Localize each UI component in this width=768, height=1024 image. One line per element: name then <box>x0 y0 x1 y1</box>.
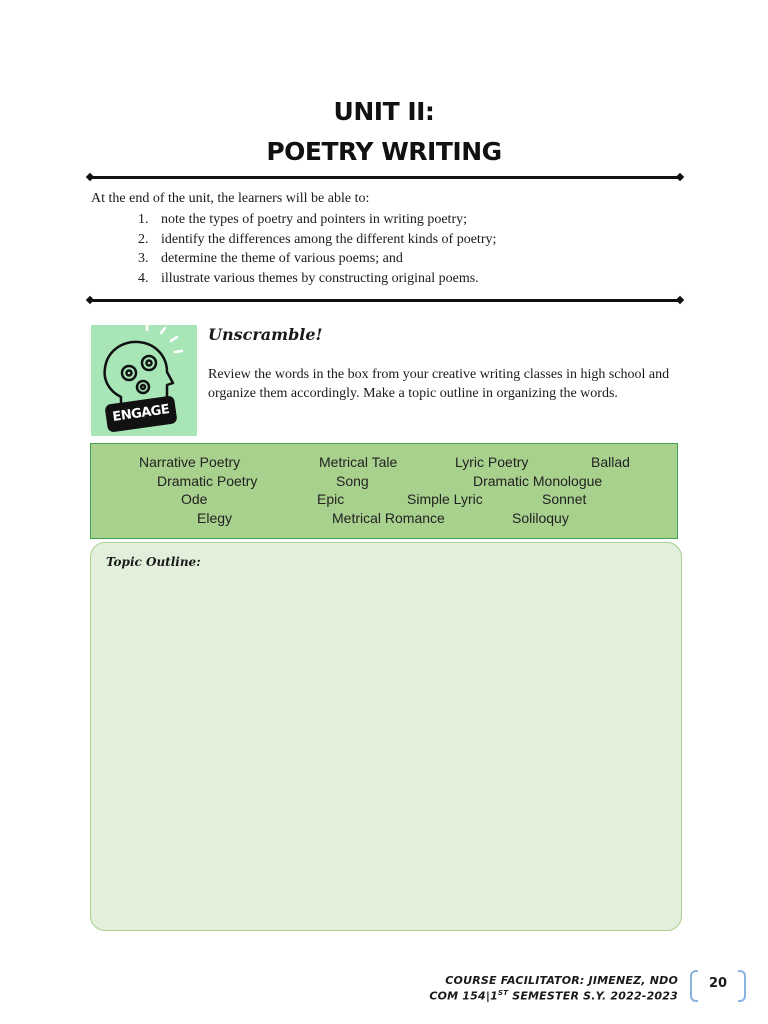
unit-number: UNIT II: <box>333 97 435 126</box>
engage-badge <box>91 325 197 436</box>
word-item: Narrative Poetry <box>139 454 241 470</box>
activity-title: Unscramble! <box>208 325 323 344</box>
objective-item: 2. identify the differences among the different kinds of poetry; <box>138 231 497 247</box>
footer-facilitator: COURSE FACILITATOR: JIMENEZ, NDO <box>445 974 678 987</box>
word-item: Ode <box>181 491 208 507</box>
engage-label: ENGAGE <box>104 395 177 432</box>
word-item: Dramatic Poetry <box>157 473 258 489</box>
unit-title: POETRY WRITING <box>266 137 502 166</box>
top-divider <box>90 176 680 179</box>
word-item: Ballad <box>591 454 630 470</box>
word-item: Dramatic Monologue <box>473 473 603 489</box>
word-item: Soliloquy <box>512 510 569 526</box>
page-bracket-right <box>738 970 746 1002</box>
objectives-intro: At the end of the unit, the learners will be able to: <box>91 191 370 206</box>
word-item: Simple Lyric <box>407 491 483 507</box>
word-item: Sonnet <box>542 491 587 507</box>
page-number: 20 <box>708 976 728 991</box>
objective-item: 1. note the types of poetry and pointers in writing poetry; <box>138 212 467 227</box>
word-item: Elegy <box>197 510 233 526</box>
bottom-divider <box>90 299 680 302</box>
objectives-list <box>138 210 496 288</box>
word-item: Metrical Romance <box>332 510 445 526</box>
objective-item: 3. determine the theme of various poems; and <box>138 251 403 266</box>
word-item: Song <box>336 473 369 489</box>
word-item: Metrical Tale <box>319 454 398 470</box>
footer-course: COM 154|1ST SEMESTER S.Y. 2022-2023 <box>429 989 678 1003</box>
topic-outline-box[interactable] <box>90 542 682 931</box>
objective-item: 4. illustrate various themes by constructing original poems. <box>138 270 479 286</box>
word-box <box>90 443 678 539</box>
topic-outline-label: Topic Outline: <box>106 555 201 569</box>
activity-instructions: Review the words in the box from your creative writing classes in high school and organize them accordingly. Make a topic outline in organizing the words. <box>208 367 670 401</box>
word-item: Epic <box>317 491 345 507</box>
page-bracket-left <box>690 970 698 1002</box>
word-item: Lyric Poetry <box>455 454 529 470</box>
